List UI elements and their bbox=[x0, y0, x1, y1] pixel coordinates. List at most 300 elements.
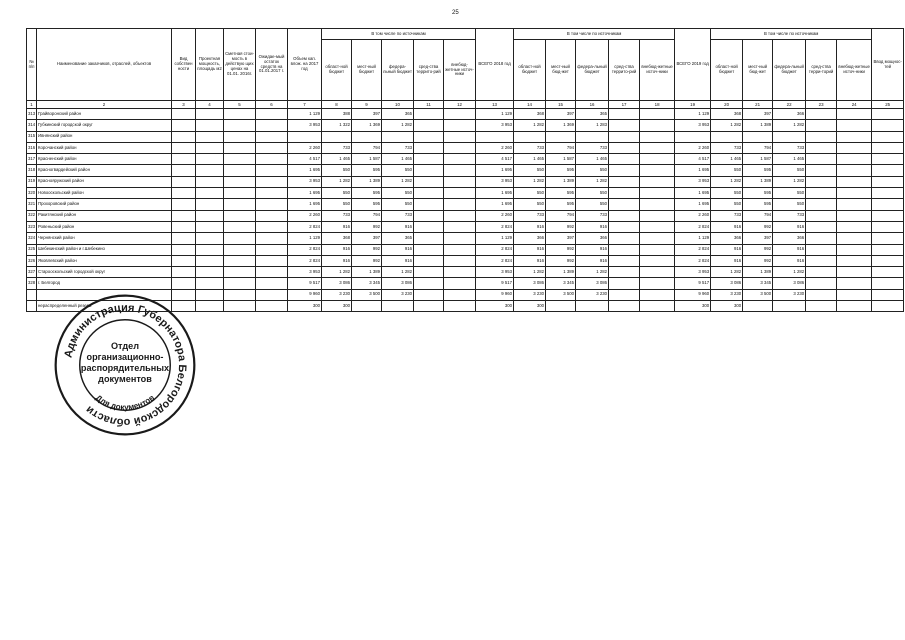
cell-territory-funds-2017 bbox=[414, 278, 444, 289]
cell-federal-budget-2017: 550 bbox=[382, 165, 414, 176]
cell-local-budget-2019: 595 bbox=[743, 165, 773, 176]
header-extrabudgetary: внебюд-жетные источ-ники bbox=[444, 40, 476, 101]
cell-extrabudgetary-2018 bbox=[640, 255, 675, 266]
cell-regional-budget-2019: 300 bbox=[711, 301, 743, 312]
cell-federal-budget-2018: 916 bbox=[576, 255, 609, 266]
cell-regional-budget-2017: 733 bbox=[322, 142, 352, 153]
cell-capacity bbox=[196, 278, 224, 289]
cell-extrabudgetary-2019 bbox=[837, 154, 872, 165]
cell-territory-funds-2019 bbox=[806, 221, 837, 232]
cell-local-budget-2018: 3 345 bbox=[546, 278, 576, 289]
cell-regional-budget-2018: 1 282 bbox=[514, 176, 546, 187]
cell-regional-budget-2019: 550 bbox=[711, 199, 743, 210]
cell-territory-funds-2018 bbox=[609, 244, 640, 255]
header-local-budget: мест-ный бюд-жет bbox=[743, 40, 773, 101]
cell-ownership-type bbox=[172, 120, 196, 131]
cell-total-2018: 1 129 bbox=[476, 109, 514, 120]
cell-ownership-type bbox=[172, 278, 196, 289]
cell-federal-budget-2017 bbox=[382, 131, 414, 142]
cell-estimated-cost bbox=[224, 176, 256, 187]
table-row bbox=[27, 165, 904, 176]
cell-regional-budget-2019: 733 bbox=[711, 210, 743, 221]
cell-territory-funds-2018 bbox=[609, 301, 640, 312]
cell-extrabudgetary-2019 bbox=[837, 267, 872, 278]
column-number-cell: 25 bbox=[872, 101, 904, 109]
cell-volume-2017: 2 260 bbox=[288, 142, 322, 153]
cell-local-budget-2018: 397 bbox=[546, 109, 576, 120]
cell-territory-funds-2019 bbox=[806, 188, 837, 199]
cell-extrabudgetary-2018 bbox=[640, 278, 675, 289]
cell-local-budget-2017: 595 bbox=[352, 188, 382, 199]
cell-expected-remainder bbox=[256, 255, 288, 266]
cell-regional-budget-2017: 388 bbox=[322, 109, 352, 120]
cell-federal-budget-2019: 3 086 bbox=[773, 278, 806, 289]
table-row bbox=[27, 109, 904, 120]
column-number-cell: 12 bbox=[444, 101, 476, 109]
cell-extrabudgetary-2018 bbox=[640, 176, 675, 187]
cell-capacity bbox=[196, 131, 224, 142]
cell-regional-budget-2019: 916 bbox=[711, 221, 743, 232]
cell-ownership-type bbox=[172, 142, 196, 153]
stamp-ring-text: Администрация Губернатора Белгородской области bbox=[62, 301, 189, 429]
cell-expected-remainder bbox=[256, 165, 288, 176]
cell-total-2019: 9 960 bbox=[675, 289, 711, 300]
cell-local-budget-2017: 992 bbox=[352, 221, 382, 232]
cell-territory-funds-2019 bbox=[806, 244, 837, 255]
cell-federal-budget-2017 bbox=[382, 301, 414, 312]
table-row bbox=[27, 255, 904, 266]
cell-territory-funds-2019 bbox=[806, 289, 837, 300]
column-number-cell: 11 bbox=[414, 101, 444, 109]
cell-federal-budget-2018: 365 bbox=[576, 109, 609, 120]
cell-total-2018: 2 260 bbox=[476, 210, 514, 221]
cell-row-number: 313 bbox=[27, 109, 37, 120]
cell-row-number: 321 bbox=[27, 199, 37, 210]
cell-total-2019: 2 824 bbox=[675, 244, 711, 255]
cell-object-name: Яковлевский район bbox=[37, 255, 172, 266]
cell-extrabudgetary-2017 bbox=[444, 131, 476, 142]
cell-territory-funds-2019 bbox=[806, 109, 837, 120]
cell-federal-budget-2018: 733 bbox=[576, 210, 609, 221]
cell-row-number: 314 bbox=[27, 120, 37, 131]
cell-row-number: 327 bbox=[27, 267, 37, 278]
stamp-center-line: распорядительных bbox=[80, 362, 170, 373]
cell-total-2019: 1 695 bbox=[675, 188, 711, 199]
cell-local-budget-2017: 992 bbox=[352, 255, 382, 266]
cell-extrabudgetary-2017 bbox=[444, 301, 476, 312]
cell-row-number: 319 bbox=[27, 176, 37, 187]
cell-extrabudgetary-2018 bbox=[640, 199, 675, 210]
cell-row-number bbox=[27, 301, 37, 312]
cell-local-budget-2018: 1 389 bbox=[546, 267, 576, 278]
table-row bbox=[27, 210, 904, 221]
cell-territory-funds-2017 bbox=[414, 267, 444, 278]
cell-territory-funds-2019 bbox=[806, 233, 837, 244]
cell-regional-budget-2019 bbox=[711, 131, 743, 142]
cell-territory-funds-2018 bbox=[609, 267, 640, 278]
cell-extrabudgetary-2018 bbox=[640, 131, 675, 142]
cell-expected-remainder bbox=[256, 301, 288, 312]
cell-total-2018 bbox=[476, 131, 514, 142]
cell-regional-budget-2017: 3 086 bbox=[322, 278, 352, 289]
cell-territory-funds-2018 bbox=[609, 131, 640, 142]
cell-regional-budget-2018: 3 086 bbox=[514, 278, 546, 289]
cell-territory-funds-2017 bbox=[414, 289, 444, 300]
cell-regional-budget-2017: 550 bbox=[322, 199, 352, 210]
cell-extrabudgetary-2019 bbox=[837, 244, 872, 255]
cell-capacity-input bbox=[872, 210, 904, 221]
cell-regional-budget-2019: 1 282 bbox=[711, 120, 743, 131]
cell-capacity bbox=[196, 176, 224, 187]
cell-extrabudgetary-2017 bbox=[444, 267, 476, 278]
table-row bbox=[27, 267, 904, 278]
cell-local-budget-2019 bbox=[743, 301, 773, 312]
header-name: Наименование заказчиков, отраслей, объектов bbox=[37, 29, 172, 101]
column-number-cell: 20 bbox=[711, 101, 743, 109]
cell-row-number: 325 bbox=[27, 244, 37, 255]
cell-regional-budget-2017: 550 bbox=[322, 188, 352, 199]
cell-capacity bbox=[196, 188, 224, 199]
cell-ownership-type bbox=[172, 176, 196, 187]
cell-capacity bbox=[196, 120, 224, 131]
cell-local-budget-2018: 992 bbox=[546, 244, 576, 255]
cell-estimated-cost bbox=[224, 199, 256, 210]
cell-local-budget-2019 bbox=[743, 131, 773, 142]
cell-local-budget-2018: 794 bbox=[546, 210, 576, 221]
column-number-cell: 7 bbox=[288, 101, 322, 109]
cell-extrabudgetary-2019 bbox=[837, 289, 872, 300]
cell-row-number bbox=[27, 289, 37, 300]
cell-regional-budget-2018 bbox=[514, 131, 546, 142]
cell-total-2018: 300 bbox=[476, 301, 514, 312]
cell-row-number: 328 bbox=[27, 278, 37, 289]
cell-extrabudgetary-2018 bbox=[640, 165, 675, 176]
cell-estimated-cost bbox=[224, 165, 256, 176]
cell-territory-funds-2018 bbox=[609, 176, 640, 187]
cell-local-budget-2018: 3 500 bbox=[546, 289, 576, 300]
cell-federal-budget-2019: 733 bbox=[773, 142, 806, 153]
cell-capacity-input bbox=[872, 233, 904, 244]
cell-local-budget-2019: 794 bbox=[743, 142, 773, 153]
header-territory-funds: сред-ства террито-рий bbox=[414, 40, 444, 101]
header-extrabudgetary: внебюд-жетные источ-ники bbox=[837, 40, 872, 101]
header-capacity-input: Ввод мощнос-тей bbox=[872, 29, 904, 101]
header-capacity: Проектная мощность, площадь м2 bbox=[196, 29, 224, 101]
cell-ownership-type bbox=[172, 188, 196, 199]
cell-extrabudgetary-2017 bbox=[444, 142, 476, 153]
header-territory-funds: сред-ства террито-рий bbox=[609, 40, 640, 101]
cell-object-name: Красненский район bbox=[37, 154, 172, 165]
cell-territory-funds-2019 bbox=[806, 278, 837, 289]
column-number-cell: 4 bbox=[196, 101, 224, 109]
cell-regional-budget-2018: 550 bbox=[514, 165, 546, 176]
cell-federal-budget-2019: 1 282 bbox=[773, 176, 806, 187]
cell-extrabudgetary-2019 bbox=[837, 233, 872, 244]
cell-regional-budget-2019: 1 465 bbox=[711, 154, 743, 165]
cell-extrabudgetary-2018 bbox=[640, 142, 675, 153]
cell-extrabudgetary-2017 bbox=[444, 221, 476, 232]
cell-regional-budget-2019: 550 bbox=[711, 188, 743, 199]
cell-row-number: 315 bbox=[27, 131, 37, 142]
column-number-cell: 22 bbox=[773, 101, 806, 109]
cell-regional-budget-2018: 550 bbox=[514, 199, 546, 210]
cell-local-budget-2017: 595 bbox=[352, 165, 382, 176]
column-number-cell: 16 bbox=[576, 101, 609, 109]
cell-territory-funds-2019 bbox=[806, 210, 837, 221]
cell-regional-budget-2017: 1 465 bbox=[322, 154, 352, 165]
cell-object-name: Ракитянский район bbox=[37, 210, 172, 221]
cell-local-budget-2019: 397 bbox=[743, 109, 773, 120]
cell-regional-budget-2018: 1 282 bbox=[514, 120, 546, 131]
cell-local-budget-2017: 992 bbox=[352, 244, 382, 255]
cell-federal-budget-2019: 733 bbox=[773, 210, 806, 221]
cell-capacity bbox=[196, 142, 224, 153]
cell-territory-funds-2019 bbox=[806, 154, 837, 165]
cell-volume-2017: 3 953 bbox=[288, 120, 322, 131]
cell-federal-budget-2017: 1 282 bbox=[382, 176, 414, 187]
cell-regional-budget-2019: 550 bbox=[711, 165, 743, 176]
cell-federal-budget-2018: 916 bbox=[576, 244, 609, 255]
cell-local-budget-2017: 397 bbox=[352, 233, 382, 244]
cell-local-budget-2019: 794 bbox=[743, 210, 773, 221]
cell-federal-budget-2018: 1 282 bbox=[576, 176, 609, 187]
cell-capacity bbox=[196, 244, 224, 255]
cell-local-budget-2019: 3 345 bbox=[743, 278, 773, 289]
cell-regional-budget-2018: 3 230 bbox=[514, 289, 546, 300]
cell-territory-funds-2019 bbox=[806, 120, 837, 131]
cell-object-name: Красногвардейский район bbox=[37, 165, 172, 176]
cell-capacity-input bbox=[872, 142, 904, 153]
cell-territory-funds-2017 bbox=[414, 120, 444, 131]
cell-capacity-input bbox=[872, 131, 904, 142]
cell-volume-2017: 9 960 bbox=[288, 289, 322, 300]
column-number-cell: 10 bbox=[382, 101, 414, 109]
cell-extrabudgetary-2018 bbox=[640, 301, 675, 312]
cell-capacity bbox=[196, 267, 224, 278]
cell-volume-2017: 2 824 bbox=[288, 255, 322, 266]
stamp-center-line: организационно- bbox=[86, 351, 164, 362]
cell-territory-funds-2018 bbox=[609, 233, 640, 244]
cell-total-2019: 3 953 bbox=[675, 176, 711, 187]
cell-federal-budget-2017: 916 bbox=[382, 255, 414, 266]
cell-total-2018: 2 824 bbox=[476, 244, 514, 255]
cell-regional-budget-2019: 3 086 bbox=[711, 278, 743, 289]
column-number-cell: 13 bbox=[476, 101, 514, 109]
cell-capacity bbox=[196, 255, 224, 266]
cell-federal-budget-2019: 1 465 bbox=[773, 154, 806, 165]
cell-territory-funds-2018 bbox=[609, 109, 640, 120]
cell-local-budget-2019: 595 bbox=[743, 199, 773, 210]
cell-total-2018: 1 695 bbox=[476, 199, 514, 210]
cell-local-budget-2017 bbox=[352, 301, 382, 312]
cell-regional-budget-2019: 368 bbox=[711, 109, 743, 120]
cell-federal-budget-2017: 1 282 bbox=[382, 267, 414, 278]
cell-capacity-input bbox=[872, 278, 904, 289]
cell-local-budget-2017: 1 369 bbox=[352, 120, 382, 131]
cell-volume-2017: 4 517 bbox=[288, 154, 322, 165]
column-number-cell: 18 bbox=[640, 101, 675, 109]
cell-local-budget-2017 bbox=[352, 131, 382, 142]
stamp-center-line: Отдел bbox=[110, 340, 140, 351]
cell-territory-funds-2017 bbox=[414, 301, 444, 312]
cell-volume-2017: 300 bbox=[288, 301, 322, 312]
cell-capacity-input bbox=[872, 154, 904, 165]
cell-capacity-input bbox=[872, 176, 904, 187]
cell-extrabudgetary-2018 bbox=[640, 154, 675, 165]
cell-extrabudgetary-2017 bbox=[444, 244, 476, 255]
cell-regional-budget-2017: 368 bbox=[322, 233, 352, 244]
header-regional-budget: област-ной бюджет bbox=[514, 40, 546, 101]
cell-regional-budget-2018: 550 bbox=[514, 188, 546, 199]
column-number-cell: 9 bbox=[352, 101, 382, 109]
cell-total-2018: 2 824 bbox=[476, 221, 514, 232]
cell-local-budget-2019: 1 389 bbox=[743, 176, 773, 187]
cell-federal-budget-2018: 3 086 bbox=[576, 278, 609, 289]
cell-total-2019: 1 695 bbox=[675, 165, 711, 176]
cell-total-2019: 300 bbox=[675, 301, 711, 312]
cell-local-budget-2019: 1 389 bbox=[743, 267, 773, 278]
cell-total-2018: 2 824 bbox=[476, 255, 514, 266]
cell-federal-budget-2019: 550 bbox=[773, 188, 806, 199]
column-number-cell: 23 bbox=[806, 101, 837, 109]
cell-total-2019: 1 695 bbox=[675, 199, 711, 210]
cell-regional-budget-2018: 1 282 bbox=[514, 267, 546, 278]
cell-total-2018: 1 129 bbox=[476, 233, 514, 244]
cell-territory-funds-2017 bbox=[414, 210, 444, 221]
cell-total-2018: 3 953 bbox=[476, 120, 514, 131]
cell-regional-budget-2017: 1 282 bbox=[322, 267, 352, 278]
official-stamp bbox=[52, 292, 198, 438]
column-number-row bbox=[27, 101, 904, 109]
cell-territory-funds-2019 bbox=[806, 176, 837, 187]
cell-volume-2017 bbox=[288, 131, 322, 142]
table-row bbox=[27, 154, 904, 165]
cell-regional-budget-2017: 916 bbox=[322, 255, 352, 266]
cell-capacity bbox=[196, 289, 224, 300]
cell-federal-budget-2019 bbox=[773, 301, 806, 312]
cell-total-2019: 2 824 bbox=[675, 255, 711, 266]
cell-estimated-cost bbox=[224, 267, 256, 278]
cell-territory-funds-2018 bbox=[609, 221, 640, 232]
cell-ownership-type bbox=[172, 233, 196, 244]
cell-local-budget-2017: 3 500 bbox=[352, 289, 382, 300]
cell-total-2018: 9 517 bbox=[476, 278, 514, 289]
cell-extrabudgetary-2018 bbox=[640, 210, 675, 221]
cell-total-2019: 2 260 bbox=[675, 210, 711, 221]
cell-volume-2017: 1 695 bbox=[288, 165, 322, 176]
column-number-cell: 21 bbox=[743, 101, 773, 109]
table-row bbox=[27, 188, 904, 199]
cell-extrabudgetary-2019 bbox=[837, 301, 872, 312]
cell-federal-budget-2018: 366 bbox=[576, 233, 609, 244]
cell-extrabudgetary-2019 bbox=[837, 176, 872, 187]
cell-local-budget-2019: 992 bbox=[743, 221, 773, 232]
cell-extrabudgetary-2019 bbox=[837, 165, 872, 176]
cell-estimated-cost bbox=[224, 154, 256, 165]
cell-expected-remainder bbox=[256, 142, 288, 153]
cell-regional-budget-2019: 366 bbox=[711, 233, 743, 244]
cell-estimated-cost bbox=[224, 244, 256, 255]
header-sources-2017: В том числе по источникам bbox=[322, 29, 476, 40]
cell-total-2019 bbox=[675, 131, 711, 142]
cell-federal-budget-2019: 3 230 bbox=[773, 289, 806, 300]
cell-row-number: 324 bbox=[27, 233, 37, 244]
column-number-cell: 1 bbox=[27, 101, 37, 109]
cell-ownership-type bbox=[172, 255, 196, 266]
cell-extrabudgetary-2017 bbox=[444, 210, 476, 221]
cell-federal-budget-2018: 550 bbox=[576, 199, 609, 210]
header-total-2019: ВСЕГО 2019 год bbox=[675, 29, 711, 101]
cell-local-budget-2018: 794 bbox=[546, 142, 576, 153]
cell-expected-remainder bbox=[256, 120, 288, 131]
cell-volume-2017: 2 824 bbox=[288, 221, 322, 232]
cell-regional-budget-2018: 916 bbox=[514, 221, 546, 232]
cell-capacity-input bbox=[872, 267, 904, 278]
cell-object-name: нераспределенный резерв bbox=[37, 301, 172, 312]
cell-local-budget-2017: 1 587 bbox=[352, 154, 382, 165]
column-number-cell: 6 bbox=[256, 101, 288, 109]
cell-federal-budget-2019: 550 bbox=[773, 199, 806, 210]
cell-capacity-input bbox=[872, 199, 904, 210]
cell-row-number: 317 bbox=[27, 154, 37, 165]
cell-federal-budget-2017: 1 465 bbox=[382, 154, 414, 165]
column-number-cell: 19 bbox=[675, 101, 711, 109]
cell-extrabudgetary-2018 bbox=[640, 120, 675, 131]
cell-row-number: 326 bbox=[27, 255, 37, 266]
header-federal-budget: федера-льный бюджет bbox=[382, 40, 414, 101]
cell-estimated-cost bbox=[224, 210, 256, 221]
cell-local-budget-2019: 992 bbox=[743, 244, 773, 255]
cell-federal-budget-2018: 1 282 bbox=[576, 267, 609, 278]
cell-expected-remainder bbox=[256, 109, 288, 120]
table-row bbox=[27, 233, 904, 244]
column-number-cell: 5 bbox=[224, 101, 256, 109]
cell-object-name: Краснояружский район bbox=[37, 176, 172, 187]
cell-extrabudgetary-2018 bbox=[640, 289, 675, 300]
cell-capacity bbox=[196, 233, 224, 244]
cell-territory-funds-2019 bbox=[806, 165, 837, 176]
cell-regional-budget-2017 bbox=[322, 131, 352, 142]
cell-row-number: 320 bbox=[27, 188, 37, 199]
cell-federal-budget-2019: 916 bbox=[773, 244, 806, 255]
cell-federal-budget-2017: 1 282 bbox=[382, 120, 414, 131]
cell-extrabudgetary-2019 bbox=[837, 278, 872, 289]
column-number-cell: 2 bbox=[37, 101, 172, 109]
cell-federal-budget-2018: 916 bbox=[576, 221, 609, 232]
cell-expected-remainder bbox=[256, 199, 288, 210]
cell-total-2018: 1 695 bbox=[476, 188, 514, 199]
column-number-cell: 15 bbox=[546, 101, 576, 109]
cell-federal-budget-2017: 733 bbox=[382, 210, 414, 221]
cell-federal-budget-2018 bbox=[576, 131, 609, 142]
stamp-center-line: документов bbox=[98, 373, 152, 384]
cell-row-number: 323 bbox=[27, 221, 37, 232]
cell-ownership-type bbox=[172, 199, 196, 210]
cell-federal-budget-2017: 3 086 bbox=[382, 278, 414, 289]
cell-local-budget-2018: 992 bbox=[546, 221, 576, 232]
cell-federal-budget-2017: 550 bbox=[382, 188, 414, 199]
cell-regional-budget-2018: 733 bbox=[514, 210, 546, 221]
table-row bbox=[27, 142, 904, 153]
cell-local-budget-2018: 1 587 bbox=[546, 154, 576, 165]
cell-regional-budget-2018: 916 bbox=[514, 244, 546, 255]
cell-territory-funds-2017 bbox=[414, 199, 444, 210]
column-number-cell: 24 bbox=[837, 101, 872, 109]
cell-territory-funds-2017 bbox=[414, 244, 444, 255]
cell-local-budget-2018: 1 369 bbox=[546, 120, 576, 131]
cell-local-budget-2017: 794 bbox=[352, 142, 382, 153]
cell-federal-budget-2019: 916 bbox=[773, 221, 806, 232]
